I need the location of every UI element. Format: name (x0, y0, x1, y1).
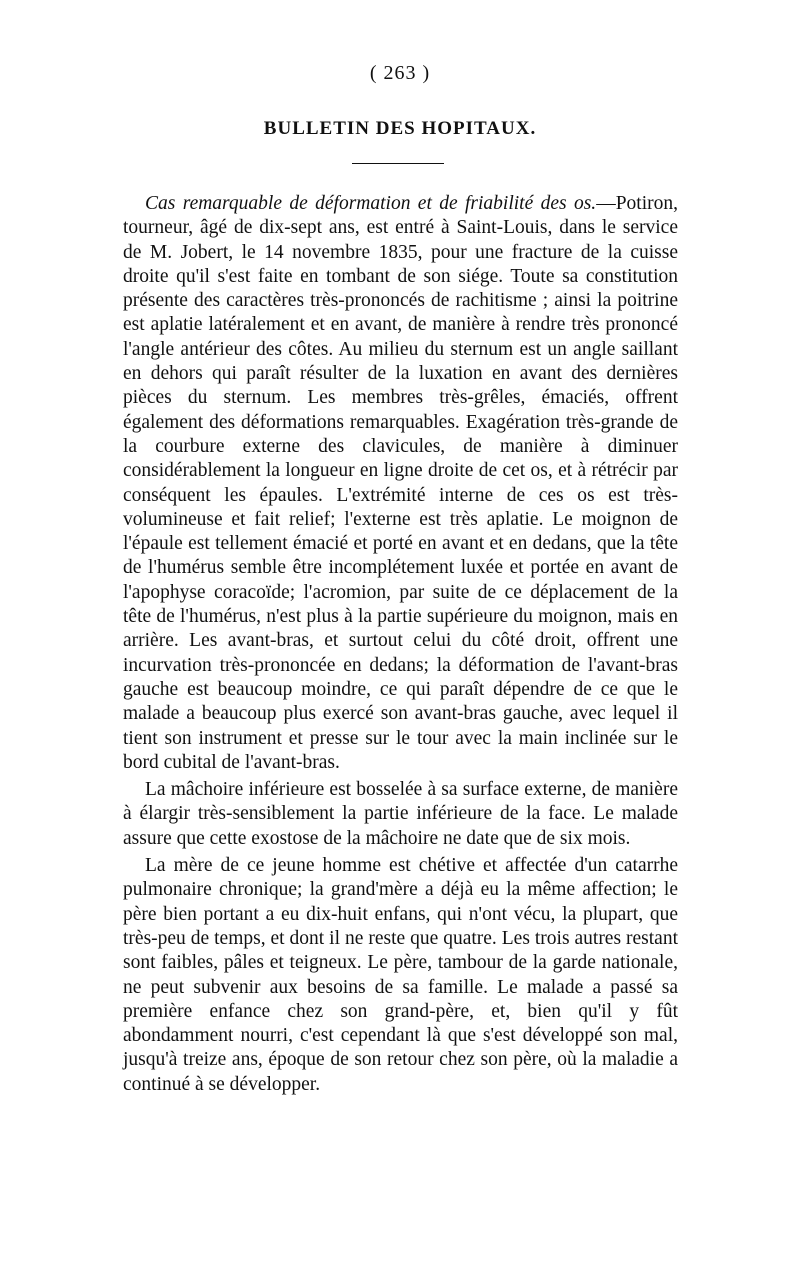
paragraph-1 (123, 192, 678, 775)
section-title: BULLETIN DES HOPITAUX. (263, 118, 537, 139)
paragraph-1-text: —Potiron, tourneur, âgé de dix-sept ans, est entré à Saint-Louis, dans le service de M. Jobert, le 14 novembre 1835, pour une fracture de la cuisse droite qu'il s'est faite en tombant de son siége. Toute sa constitution présente des caractères très-prononcés de rachitisme ; ainsi la poitrine est aplatie latéralement et en avant, de manière à rendre très prononcé l'angle antérieur des côtes. Au milieu du sternum est un angle saillant en dehors qui paraît résulter de la luxation en avant des dernières pièces du sternum. Les membres très-grêles, émaciés, offrent également des déformations remarquables. Exagération très-grande de la courbure externe des clavicules, de manière à diminuer considérablement la longueur en ligne droite de cet os, et à rétrécir par conséquent les épaules. L'extrémité interne de ces os est très-volumineuse et fait relief; l'externe est très aplatie. Le moignon de l'épaule est tellement émacié et porté en avant et en dedans, que la tête de l'humérus semble être incomplétement luxée et portée en avant de l'apophyse coracoïde; l'acromion, par suite de ce déplacement de la tête de l'humérus, n'est plus à la partie supérieure du moignon, mais en arrière. Les avant-bras, et surtout celui du côté droit, offrent une incurvation très-prononcée en dedans; la déformation de l'avant-bras gauche est beaucoup moindre, ce qui paraît dépendre de ce que le malade a beaucoup plus exercé son avant-bras gauche, avec lequel il tient son instrument et presse sur le tour avec la main inclinée sur le bord cubital de l'avant-bras. (123, 193, 678, 773)
paragraph-3: La mère de ce jeune homme est chétive et affectée d'un catarrhe pulmonaire chronique; la grand'mère a déjà eu la même affection; le père bien portant a eu dix-huit enfans, qui n'ont vécu, la plupart, que très-peu de temps, et dont il ne reste que quatre. Les trois autres restant sont faibles, pâles et teigneux. Le père, tambour de la garde nationale, ne peut subvenir aux besoins de sa famille. Le malade a passé sa première enfance chez son grand-père, et, bien qu'il y fût abondamment nourri, c'est cependant là que s'est développé son mal, jusqu'à treize ans, époque de son retour chez son père, où la maladie a continué à se développer. (123, 855, 678, 1095)
article-body (123, 192, 678, 1097)
paragraph-2: La mâchoire inférieure est bosselée à sa surface externe, de manière à élargir très-sensiblement la partie inférieure de la face. Le malade assure que cette exostose de la mâchoire ne date que de six mois. (123, 779, 678, 849)
article-lead-title: Cas remarquable de déformation et de friabilité des os. (145, 193, 597, 214)
title-divider (352, 163, 444, 164)
page-number: ( 263 ) (369, 62, 431, 84)
